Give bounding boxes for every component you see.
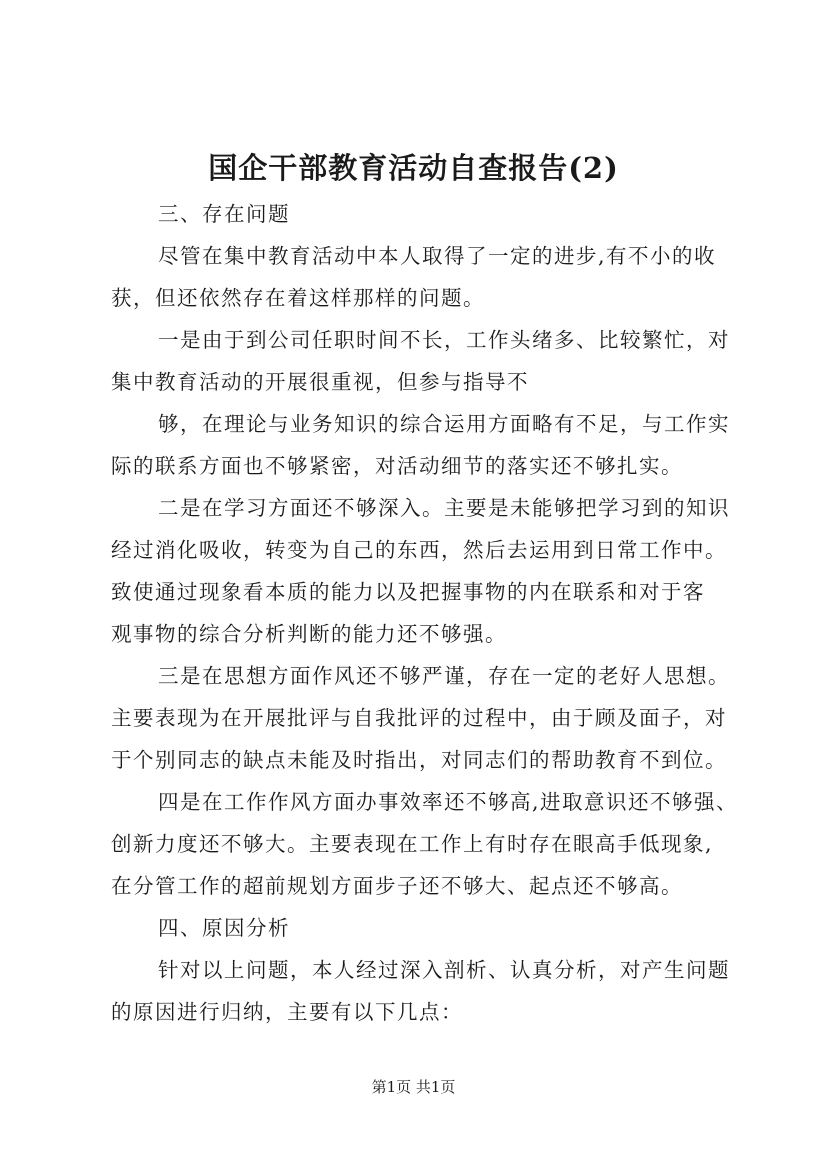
text-line: 针对以上问题，本人经过深入剖析、认真分析，对产生问题 — [158, 958, 730, 982]
text-line: 创新力度还不够大。主要表现在工作上有时存在眼高手低现象, — [111, 832, 714, 856]
text-line: 的原因进行归纳，主要有以下几点： — [111, 1000, 463, 1024]
text-line: 二是在学习方面还不够深入。主要是未能够把学习到的知识 — [158, 496, 730, 520]
text-line: 主要表现为在开展批评与自我批评的过程中，由于顾及面子，对 — [111, 706, 727, 730]
text-line: 经过消化吸收，转变为自己的东西，然后去运用到日常工作中。 — [111, 538, 727, 562]
document-title: 国企干部教育活动自查报告(2) — [208, 151, 619, 185]
text-line: 际的联系方面也不够紧密，对活动细节的落实还不够扎实。 — [111, 454, 683, 478]
text-line: 三是在思想方面作风还不够严谨，存在一定的老好人思想。 — [158, 664, 730, 688]
text-line: 致使通过现象看本质的能力以及把握事物的内在联系和对于客 — [111, 580, 705, 604]
text-line: 三、存在问题 — [158, 202, 290, 226]
text-line: 四、原因分析 — [158, 916, 290, 940]
text-line: 观事物的综合分析判断的能力还不够强。 — [111, 622, 507, 646]
text-line: 在分管工作的超前规划方面步子还不够大、起点还不够高。 — [111, 874, 683, 898]
document-body — [111, 193, 741, 1033]
page-footer: 第1页 共1页 — [371, 1078, 456, 1096]
text-line: 四是在工作作风方面办事效率还不够高,进取意识还不够强、 — [158, 790, 739, 814]
text-line: 集中教育活动的开展很重视，但参与指导不 — [111, 370, 529, 394]
text-line: 获，但还依然存在着这样那样的问题。 — [111, 286, 485, 310]
text-line: 于个别同志的缺点未能及时指出，对同志们的帮助教育不到位。 — [111, 748, 727, 772]
text-line: 一是由于到公司任职时间不长，工作头绪多、比较繁忙，对 — [158, 328, 730, 352]
text-line: 够，在理论与业务知识的综合运用方面略有不足，与工作实 — [158, 412, 730, 436]
text-line: 尽管在集中教育活动中本人取得了一定的进步,有不小的收 — [158, 244, 717, 268]
